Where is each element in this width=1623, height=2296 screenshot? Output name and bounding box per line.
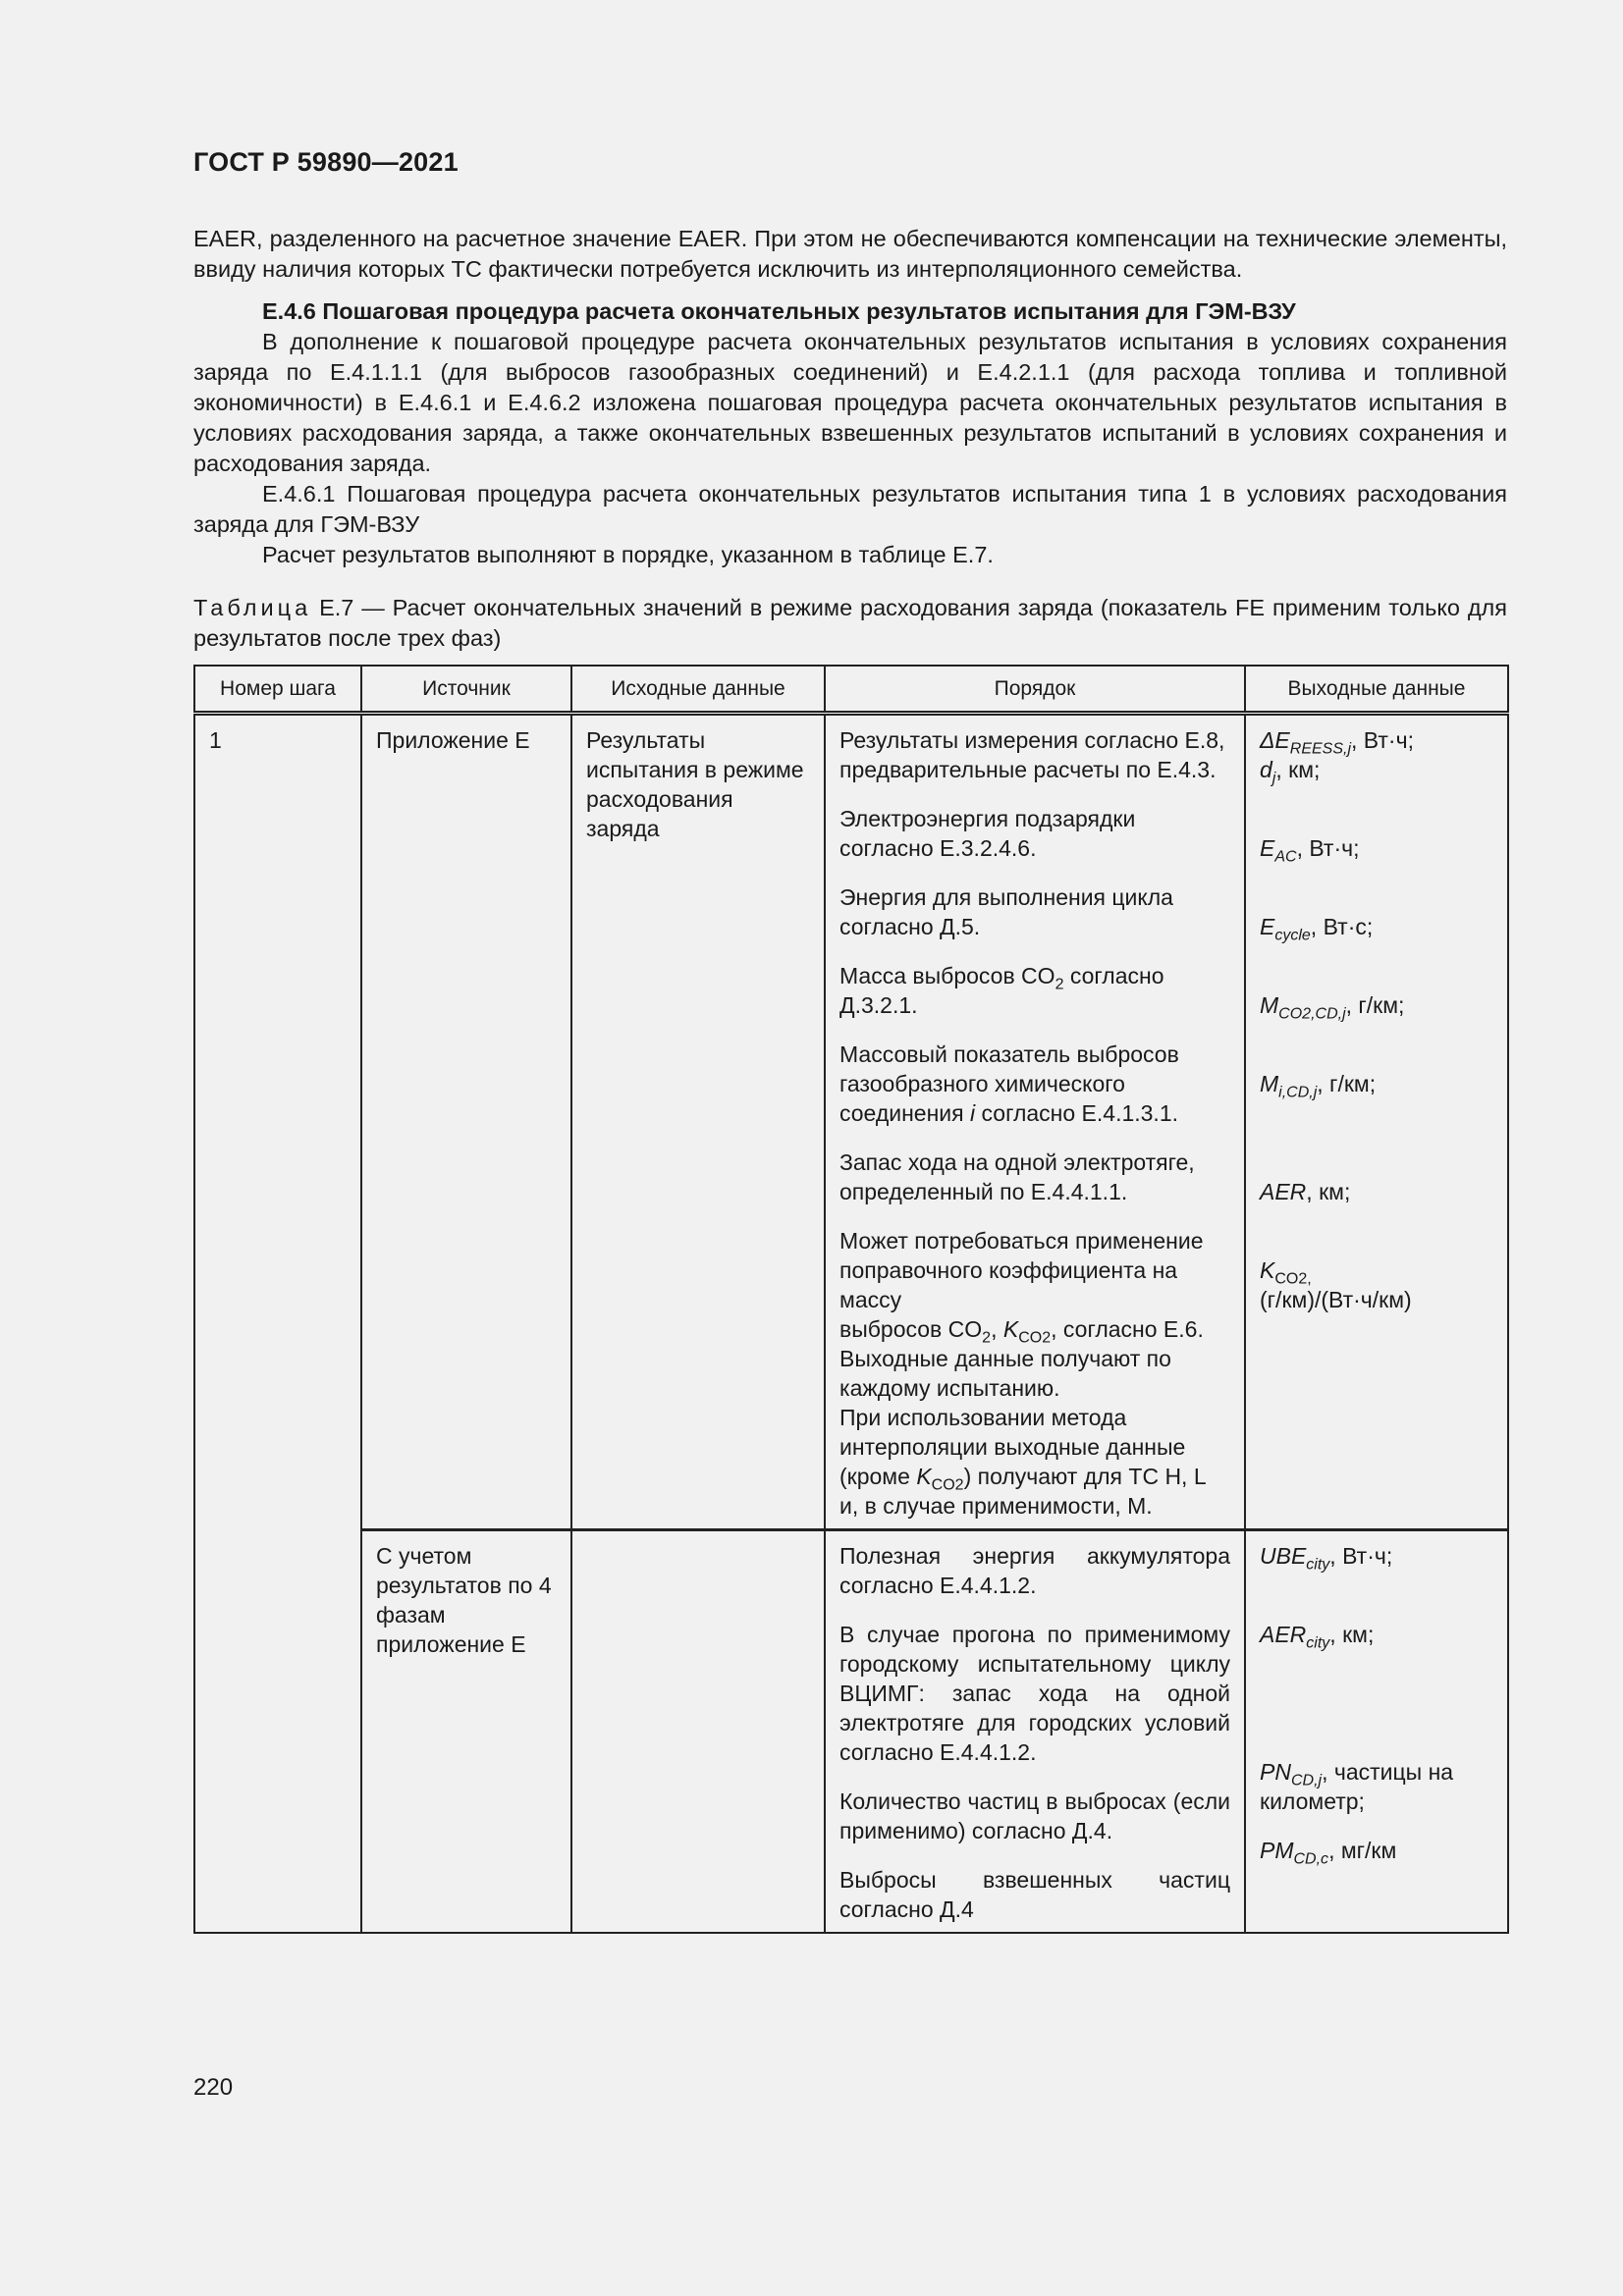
source-cell: С учетом результатов по 4 фазам приложение Е [361, 1530, 571, 1934]
order-item: выбросов $CO_2$, $K_{CO2}$, согласно Е.6. [839, 1316, 1204, 1347]
order-item: При использовании метода интерполяции выходные данные [839, 1405, 1186, 1460]
table-caption [193, 593, 1507, 654]
table-header-row [194, 666, 1508, 714]
order-item: Количество частиц в выбросах (если применимо) согласно Д.4. [839, 1789, 1230, 1843]
order-item: Электроэнергия подзарядки согласно Е.3.2.4.6. [839, 806, 1136, 861]
paragraph-continuation: EAER, разделенного на расчетное значение EAER. При этом не обеспечиваются компенсации на технические элементы, ввиду наличия которых ТС фактически потребуется исключить из интерполяционного семейства. [193, 226, 1507, 282]
output-cell [1245, 1530, 1508, 1934]
order-item: Результаты измерения согласно Е.8, предварительные расчеты по Е.4.3. [839, 727, 1225, 782]
output-item: $UBE_{city}$, Вт·ч; [1260, 1543, 1393, 1574]
order-item: Запас хода на одной электротяге, определенный по Е.4.4.1.1. [839, 1149, 1195, 1204]
header-input: Исходные данные [571, 666, 825, 714]
header-output: Выходные данные [1245, 666, 1508, 714]
calculation-table [193, 665, 1509, 1934]
subsection-title: Е.4.6.1 Пошаговая процедура расчета окончательных результатов испытания типа 1 в условиях расходования заряда для ГЭМ-ВЗУ [193, 481, 1507, 537]
step-number: 1 [194, 714, 361, 1934]
page-number: 220 [193, 2074, 234, 2101]
table-row [194, 1530, 1508, 1934]
output-item: $E_{AC}$, Вт·ч; [1260, 835, 1360, 866]
order-cell [825, 714, 1245, 1530]
document-header: ГОСТ Р 59890—2021 [193, 147, 459, 177]
output-item: $K_{CO2,}$ (г/км)/(Вт·ч/км) [1260, 1257, 1412, 1312]
paragraph-intro: В дополнение к пошаговой процедуре расчета окончательных результатов испытания в условиях сохранения заряда по Е.4.1.1.1 (для выбросов газообразных соединений) и Е.4.2.1.1 (для расхода топлива и топливной экономичности) в Е.4.6.1 и Е.4.6.2 изложена пошаговая процедура расчета окончательных результатов испытания в условиях расходования заряда, а также окончательных взвешенных результатов испытаний в условиях сохранения и расходования заряда. [193, 329, 1507, 476]
header-order: Порядок [825, 666, 1245, 714]
output-item: $PM_{CD,c}$, мг/км [1260, 1838, 1397, 1868]
order-item: Полезная энергия аккумулятора согласно Е.4.4.1.2. [839, 1543, 1230, 1598]
output-item: $M_{CO2,CD,j}$, г/км; [1260, 992, 1405, 1023]
order-item: В случае прогона по применимому городскому испытательному циклу ВЦИМГ: запас хода на одной электротяге для городских условий согласно Е.4.4.1.2. [839, 1622, 1230, 1765]
output-item: $PN_{CD,j}$, частицы на километр; [1260, 1759, 1454, 1814]
order-item: (кроме $K_{CO2}$) получают для ТС H, L и, в случае применимости, M. [839, 1464, 1206, 1519]
input-cell: Результаты испытания в режиме расходования заряда [571, 714, 825, 1530]
output-item: $AER_{city}$, км; [1260, 1622, 1375, 1652]
order-item: Энергия для выполнения цикла согласно Д.5. [839, 884, 1173, 939]
header-step: Номер шага [194, 666, 361, 714]
source-cell: Приложение Е [361, 714, 571, 1530]
table-caption-text: Е.7 — Расчет окончательных значений в режиме расходования заряда (показатель FE применим только для результатов после трех фаз) [193, 595, 1507, 651]
table-caption-label: Таблица [193, 595, 312, 620]
section-heading: Е.4.6 Пошаговая процедура расчета окончательных результатов испытания для ГЭМ-ВЗУ [262, 298, 1296, 324]
output-cell [1245, 714, 1508, 1530]
order-item: Может потребоваться применение поправочного коэффициента на массу [839, 1228, 1204, 1312]
output-item: $E_{cycle}$, Вт·с; [1260, 914, 1374, 944]
order-item: Выходные данные получают по каждому испытанию. [839, 1346, 1171, 1401]
order-item: Массовый показатель выбросов газообразного химического соединения i согласно Е.4.1.3.1. [839, 1041, 1179, 1126]
output-item: $M_{i,CD,j}$, г/км; [1260, 1071, 1377, 1101]
order-item: Выбросы взвешенных частиц согласно Д.4 [839, 1867, 1230, 1922]
output-item: AER, км; [1260, 1179, 1351, 1204]
table-row [194, 714, 1508, 1530]
order-cell [825, 1530, 1245, 1934]
body-text [193, 224, 1507, 570]
order-item: Масса выбросов $CO_2$ согласно Д.3.2.1. [839, 963, 1164, 1018]
header-source: Источник [361, 666, 571, 714]
paragraph-reference: Расчет результатов выполняют в порядке, указанном в таблице Е.7. [262, 542, 994, 567]
input-cell [571, 1530, 825, 1934]
output-item: $\Delta E_{REESS,j}$, Вт·ч; $d_j$, км; [1260, 727, 1414, 787]
